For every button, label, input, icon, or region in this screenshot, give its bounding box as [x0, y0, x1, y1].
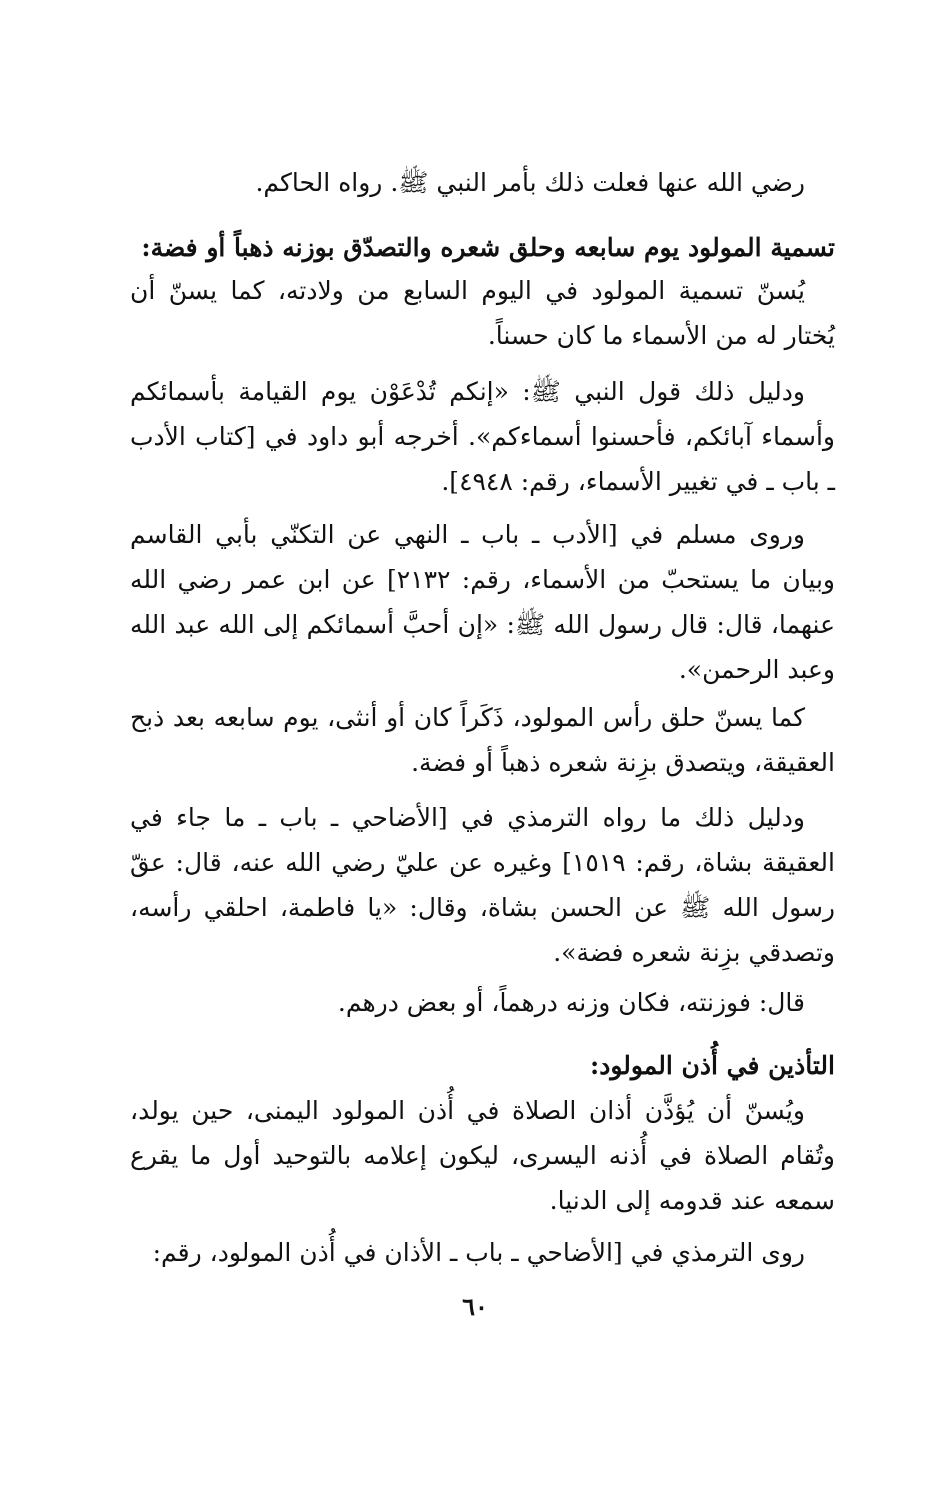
- paragraph-evidence-abu-dawud: ودليل ذلك قول النبي ﷺ: «إنكم تُدْعَوْن يوم القيامة بأسمائكم وأسماء آبائكم، فأحسنوا أسماءكم». أخرجه أبو داود في [كتاب الأدب ـ باب ـ في تغيير الأسماء، رقم: ٤٩٤٨].: [130, 377, 835, 496]
- paragraph-naming: يُسنّ تسمية المولود في اليوم السابع من ولادته، كما يسنّ أن يُختار له من الأسماء ما كان حسناً.: [130, 276, 835, 350]
- paragraph-tirmidhi-adhan: روى الترمذي في [الأضاحي ـ باب ـ الأذان في أُذن المولود، رقم:: [152, 1238, 805, 1267]
- paragraph-evidence-muslim: وروى مسلم في [الأدب ـ باب ـ النهي عن التكنّي بأبي القاسم وبيان ما يستحبّ من الأسماء، رقم: ٢١٣٢] عن ابن عمر رضي الله عنهما، قال: قال رسول الله ﷺ: «إن أحبَّ أسمائكم إلى الله عبد الله وعبد الرحمن».: [130, 520, 835, 684]
- paragraph-weight: قال: فوزنته، فكان وزنه درهماً، أو بعض درهم.: [337, 988, 805, 1017]
- continuation-line: رضي الله عنها فعلت ذلك بأمر النبي ﷺ. رواه الحاكم.: [255, 168, 805, 197]
- paragraph-adhan: ويُسنّ أن يُؤذَّن أذان الصلاة في أُذن المولود اليمنى، حين يولد، وتُقام الصلاة في أُذنه اليسرى، ليكون إعلامه بالتوحيد أول ما يقرع سمعه عند قدومه إلى الدنيا.: [130, 1096, 835, 1215]
- section-heading-adhan: التأذين في أُذن المولود:: [589, 1051, 835, 1080]
- paragraph-shaving: كما يسنّ حلق رأس المولود، ذَكَراً كان أو أنثى، يوم سابعه بعد ذبح العقيقة، ويتصدق بزِنة شعره ذهباً أو فضة.: [130, 703, 835, 777]
- section-heading-naming: تسمية المولود يوم سابعه وحلق شعره والتصدّق بوزنه ذهباً أو فضة:: [141, 233, 835, 262]
- paragraph-evidence-tirmidhi: ودليل ذلك ما رواه الترمذي في [الأضاحي ـ باب ـ ما جاء في العقيقة بشاة، رقم: ١٥١٩] وغيره عن عليّ رضي الله عنه، قال: عقّ رسول الله ﷺ عن الحسن بشاة، وقال: «يا فاطمة، احلقي رأسه، وتصدقي بزِنة شعره فضة».: [130, 803, 835, 967]
- page-number: ٦٠: [462, 1292, 488, 1321]
